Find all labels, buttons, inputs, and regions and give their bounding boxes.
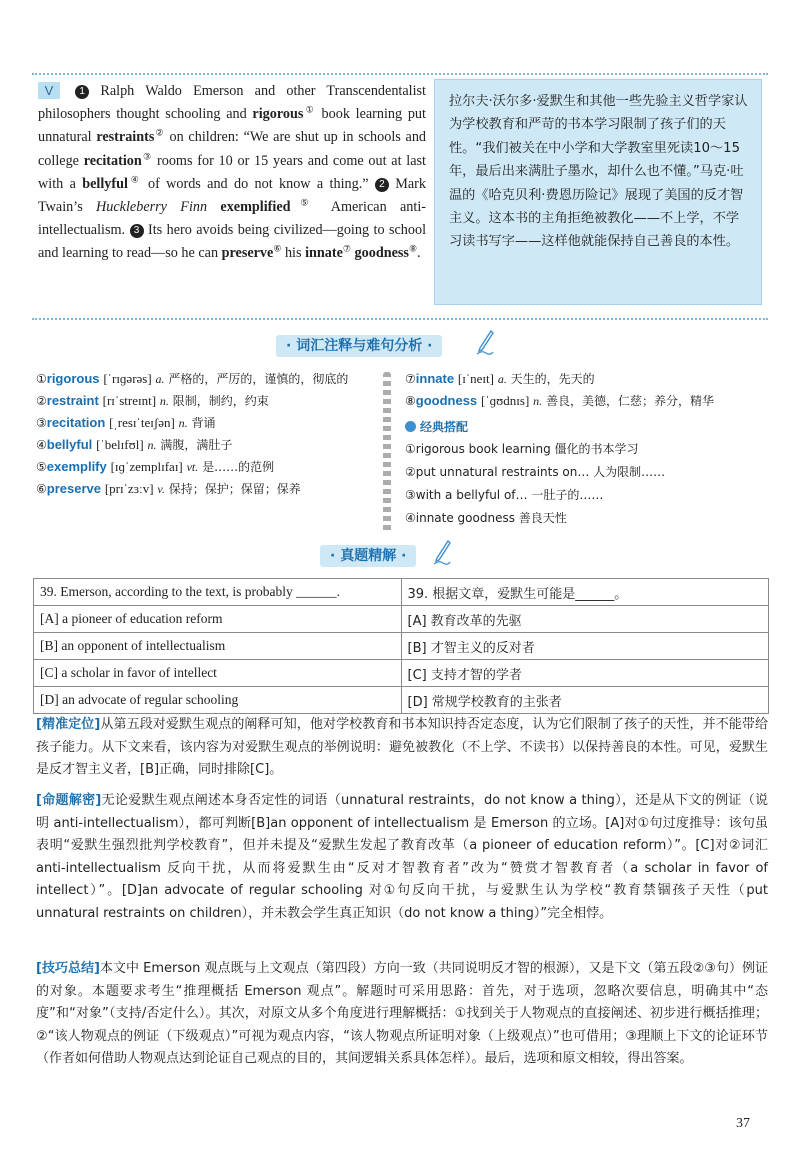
page-number: 37: [736, 1116, 750, 1131]
table-row: [34, 660, 769, 687]
collocation-item: ④innate goodness 善良天性: [405, 511, 567, 525]
keyword: bellyful: [82, 175, 128, 192]
keyword: goodness: [354, 245, 409, 262]
analysis-decode: [命题解密]无论爱默生观点阐述本身否定性的词语（unnatural restraints，do not know a thing），还是从下文的例证（说明 anti-intellectualism），都可判断[B]an opponent of intellectualism 是 Emerson 的立场。[A]对①句过度推导：该句虽表明“爱默生强烈批判学校教育”，但并未提及“爱默生发起了教育改革（a pioneer of education reform）”。[C]对②词汇 anti-intellectualism 反向干扰，从而将爱默生由“反对才智教育者”改为“赞赏才智教育者（a scholar in favor of intellect）”。[D]an advocate of regular schooling 对①句反向干扰，与爱默生认为学校“教育禁锢孩子天性（put unnatural restraints on children），并未教会学生真正知识（do not know a thing）”完全相悖。: [36, 793, 768, 921]
vocab-item: ④bellyful [ˈbelɪfʊl] n. 满腹，满肚子: [36, 437, 233, 452]
pen-icon: [476, 330, 494, 356]
column-divider: [383, 372, 391, 534]
analysis-skill: [技巧总结]本文中 Emerson 观点既与上文观点（第四段）方向一致（共同说明反才智的根源），又是下文（第五段②③句）例证的对象。本题要求考生“推理概括 Emerson 观点”。解题时可采用思路：首先，对于选项，忽略次要信息，明确其中“态度”和“对象”（支持/否定什么）。其次，对原文从多个角度进行理解概括：①找到关于人物观点的直接阐述、初步进行概括推理；②“该人物观点的例证（下级观点）”可视为观点内容，“该人物观点所证明对象（上级观点）”也可借用；③理顺上下文的论证环节（作者如何借助人物观点达到论证自己观点的目的，其间逻辑关系具体怎样）。最后，选项和原文相较，得出答案。: [36, 961, 768, 1067]
bullet-icon: [405, 421, 416, 432]
sentence-number: 2: [375, 178, 389, 192]
passage-divider: [32, 318, 768, 320]
keyword: exemplified: [220, 199, 291, 216]
question-table: [33, 578, 769, 714]
question-zh: 39. 根据文章，爱默生可能是______。: [401, 579, 769, 606]
analysis-precise: [精准定位]从第五段对爱默生观点的阐释可知，他对学校教育和书本知识持否定态度，认为它们限制了孩子的天性，并不能带给孩子能力。从下文来看，该内容为对爱默生观点的举例说明：避免被教化（不上学、不读书）以保持善良的本性。可见，爱默生是反才智主义者，[B]正确，同时排除[C]。: [36, 717, 768, 778]
question-en: 39. Emerson, according to the text, is probably ______.: [34, 579, 402, 606]
keyword: restraints: [96, 129, 155, 146]
collocation-item: ②put unnatural restraints on… 人为限制……: [405, 465, 666, 479]
table-row: [34, 687, 769, 714]
book-title: Huckleberry Finn: [96, 199, 208, 216]
option-en: [C] a scholar in favor of intellect: [34, 660, 402, 687]
vocab-item: ②restraint [rɪˈstreɪnt] n. 限制，制约，约束: [36, 393, 269, 408]
sentence-number: 1: [75, 85, 89, 99]
section-header-vocab: · 词汇注释与难句分析 ·: [276, 335, 442, 357]
option-zh: [C] 支持才智的学者: [401, 660, 769, 687]
sentence-number: 3: [130, 224, 144, 238]
keyword: preserve: [221, 245, 274, 262]
option-zh: [D] 常规学校教育的主张者: [401, 687, 769, 714]
option-zh: [A] 教育改革的先驱: [401, 606, 769, 633]
paragraph-tag: V: [38, 82, 60, 99]
vocab-item: ①rigorous [ˈrɪɡərəs] a. 严格的，严厉的，谨慎的，彻底的: [36, 371, 349, 386]
top-divider: [32, 73, 768, 75]
collocation-item: ①rigorous book learning 僵化的书本学习: [405, 442, 639, 456]
vocab-item: ③recitation [ˌresɪˈteɪʃən] n. 背诵: [36, 415, 216, 430]
vocab-item: ⑦innate [ɪˈneɪt] a. 天生的，先天的: [405, 371, 595, 386]
keyword: rigorous: [252, 106, 304, 123]
section-header-exam: · 真题精解 ·: [320, 545, 416, 567]
table-row: [34, 633, 769, 660]
table-row: [34, 606, 769, 633]
vocab-item: ⑧goodness [ˈɡʊdnɪs] n. 善良，美德，仁慈；养分，精华: [405, 393, 714, 408]
keyword: innate: [305, 245, 343, 262]
translation-box: 拉尔夫·沃尔多·爱默生和其他一些先验主义哲学家认为学校教育和严苛的书本学习限制了孩子们的天性。“我们被关在中小学和大学教室里死读10～15年，最后出来满肚子墨水，却什么也不懂。”马克·吐温的《哈克贝利·费恩历险记》展现了美国的反才智主义。这本书的主角拒绝被教化——不上学，不学习读书写字——这样他就能保持自己善良的本性。: [434, 79, 762, 305]
keyword: recitation: [83, 152, 142, 169]
collocation-heading: 经典搭配: [405, 416, 765, 438]
vocab-item: ⑥preserve [prɪˈzɜːv] v. 保持；保护；保留；保养: [36, 481, 301, 496]
option-en: [B] an opponent of intellectualism: [34, 633, 402, 660]
vocab-list-left: [36, 368, 372, 500]
option-en: [A] a pioneer of education reform: [34, 606, 402, 633]
vocab-item: ⑤exemplify [ɪɡˈzemplɪfaɪ] vt. 是……的范例: [36, 459, 275, 474]
collocation-item: ③with a bellyful of… 一肚子的……: [405, 488, 604, 502]
table-row: [34, 579, 769, 606]
english-passage: V 1 Ralph Waldo Emerson and other Transcendentalist philosophers thought schooling and rigorous① book learning put unnatural restraints② on children: “We are shut up in schools and college recitation③ rooms for 10 or 15 years and come out at last with a bellyful④ of words and do not know a thing.” 2 Mark Twain’s Huckleberry Finn exemplified⑤ American anti-intellectualism. 3 Its hero avoids being civilized—going to school and learning to read—so he can preserve⑥ his innate⑦ goodness⑧.: [38, 83, 427, 262]
option-zh: [B] 才智主义的反对者: [401, 633, 769, 660]
vocab-list-right: [405, 368, 765, 530]
pen-icon: [433, 540, 451, 566]
option-en: [D] an advocate of regular schooling: [34, 687, 402, 714]
